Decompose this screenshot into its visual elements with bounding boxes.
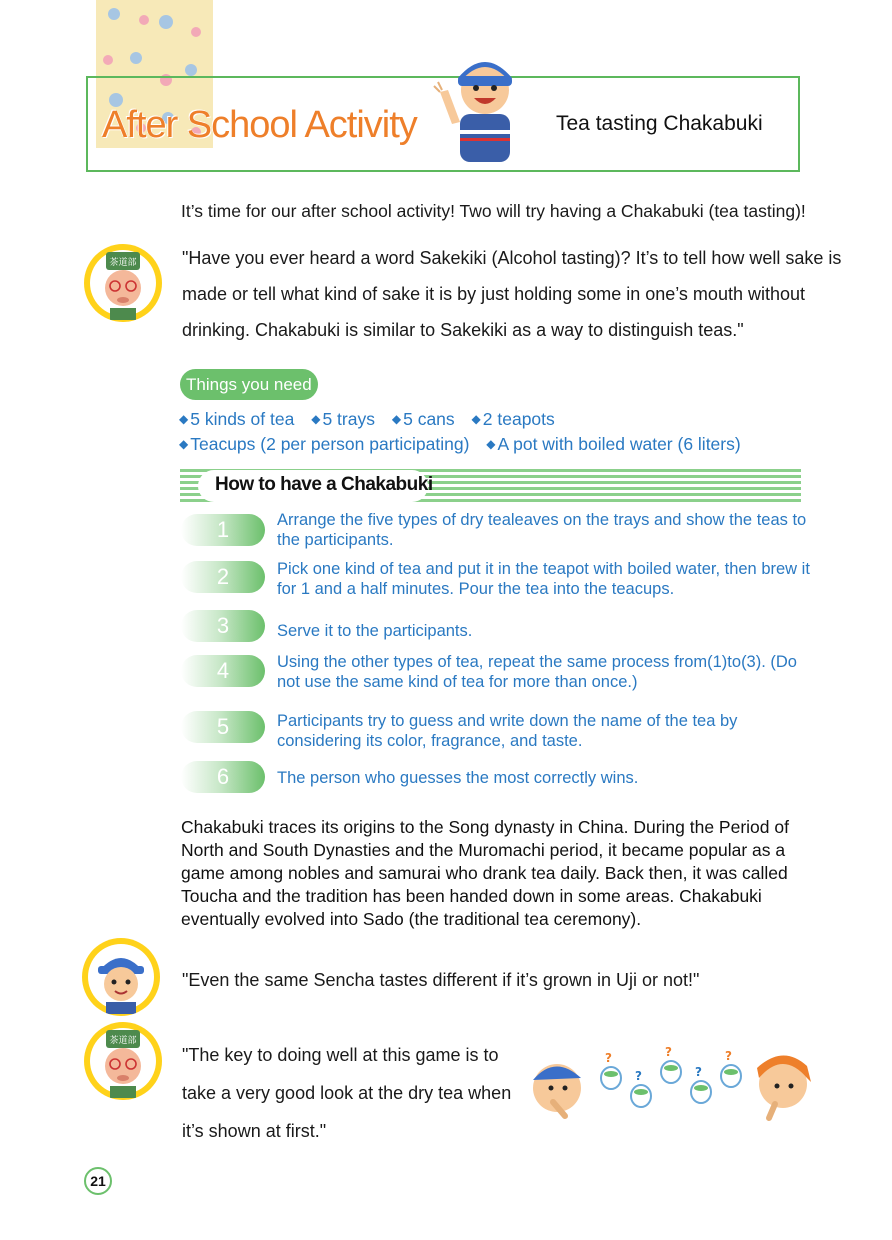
svg-text:茶道部: 茶道部 xyxy=(109,1036,137,1046)
boy-quote: "Even the same Sencha tastes different if it’s grown in Uji or not!" xyxy=(182,970,700,990)
list-item: ◆ A pot with boiled water (6 liters) xyxy=(486,434,741,454)
step-number: 2 xyxy=(181,561,265,593)
list-item: ◆ Teacups (2 per person participating) xyxy=(179,434,470,454)
things-row-1 xyxy=(179,409,567,430)
svg-text:?: ? xyxy=(725,1049,732,1063)
step-number: 4 xyxy=(181,655,265,687)
teacher-quote-1: "Have you ever heard a word Sakekiki (Alcohol tasting)? It’s to tell how well sake is made or tell what kind of sake it is by just holding some in one’s mouth without drinking. Chakabuki is similar to Sakekiki as a way to distinguish teas." xyxy=(182,248,842,340)
svg-text:?: ? xyxy=(605,1051,612,1065)
list-item: ◆ 5 cans xyxy=(391,409,455,429)
step-text: The person who guesses the most correctly wins. xyxy=(277,769,639,787)
things-you-need-label: Things you need xyxy=(180,369,318,400)
teacher-quote-2: "The key to doing well at this game is to take a very good look at the dry tea when it’s shown at first." xyxy=(182,1045,512,1141)
step-text: Using the other types of tea, repeat the same process from(1)to(3). (Do not use the same kind of tea for more than once.) xyxy=(277,653,797,691)
step-number: 6 xyxy=(181,761,265,793)
step-text: Participants try to guess and write down the name of the tea by considering its color, fragrance, and taste. xyxy=(277,712,738,750)
step-number: 5 xyxy=(181,711,265,743)
teacher-avatar xyxy=(84,244,162,322)
svg-text:?: ? xyxy=(695,1065,702,1079)
list-item: ◆ 5 kinds of tea xyxy=(179,409,295,429)
svg-text:?: ? xyxy=(665,1045,672,1059)
svg-text:?: ? xyxy=(635,1069,642,1083)
list-item: ◆ 2 teapots xyxy=(471,409,555,429)
step-text: Serve it to the participants. xyxy=(277,622,473,640)
step-text: Pick one kind of tea and put it in the teapot with boiled water, then brew it for 1 and a half minutes. Pour the tea into the teacups. xyxy=(277,560,810,598)
history-paragraph: Chakabuki traces its origins to the Song dynasty in China. During the Period of North and South Dynasties and the Muromachi period, it became popular as a game among nobles and samurai who drank tea daily. Back then, it was called Toucha and the tradition has been handed down in some areas. Chakabuki eventually evolved into Sado (the traditional tea ceremony). xyxy=(181,817,789,929)
things-row-2 xyxy=(179,434,753,455)
step-number: 3 xyxy=(181,610,265,642)
page-title: After School Activity xyxy=(102,104,417,146)
svg-text:茶道部: 茶道部 xyxy=(109,258,137,268)
page-subtitle: Tea tasting Chakabuki xyxy=(556,112,763,135)
step-text: Arrange the five types of dry tealeaves on the trays and show the teas to the participants. xyxy=(277,511,807,549)
boy-pointing-illustration xyxy=(430,52,520,164)
tea-tasting-illustration xyxy=(525,1044,820,1126)
list-item: ◆ 5 trays xyxy=(311,409,375,429)
boy-avatar xyxy=(82,938,160,1016)
intro-text: It’s time for our after school activity! Two will try having a Chakabuki (tea tasting)! xyxy=(181,201,806,221)
page-number: 21 xyxy=(84,1167,112,1195)
teacher-avatar xyxy=(84,1022,162,1100)
step-number: 1 xyxy=(181,514,265,546)
section-heading: How to have a Chakabuki xyxy=(215,474,433,495)
